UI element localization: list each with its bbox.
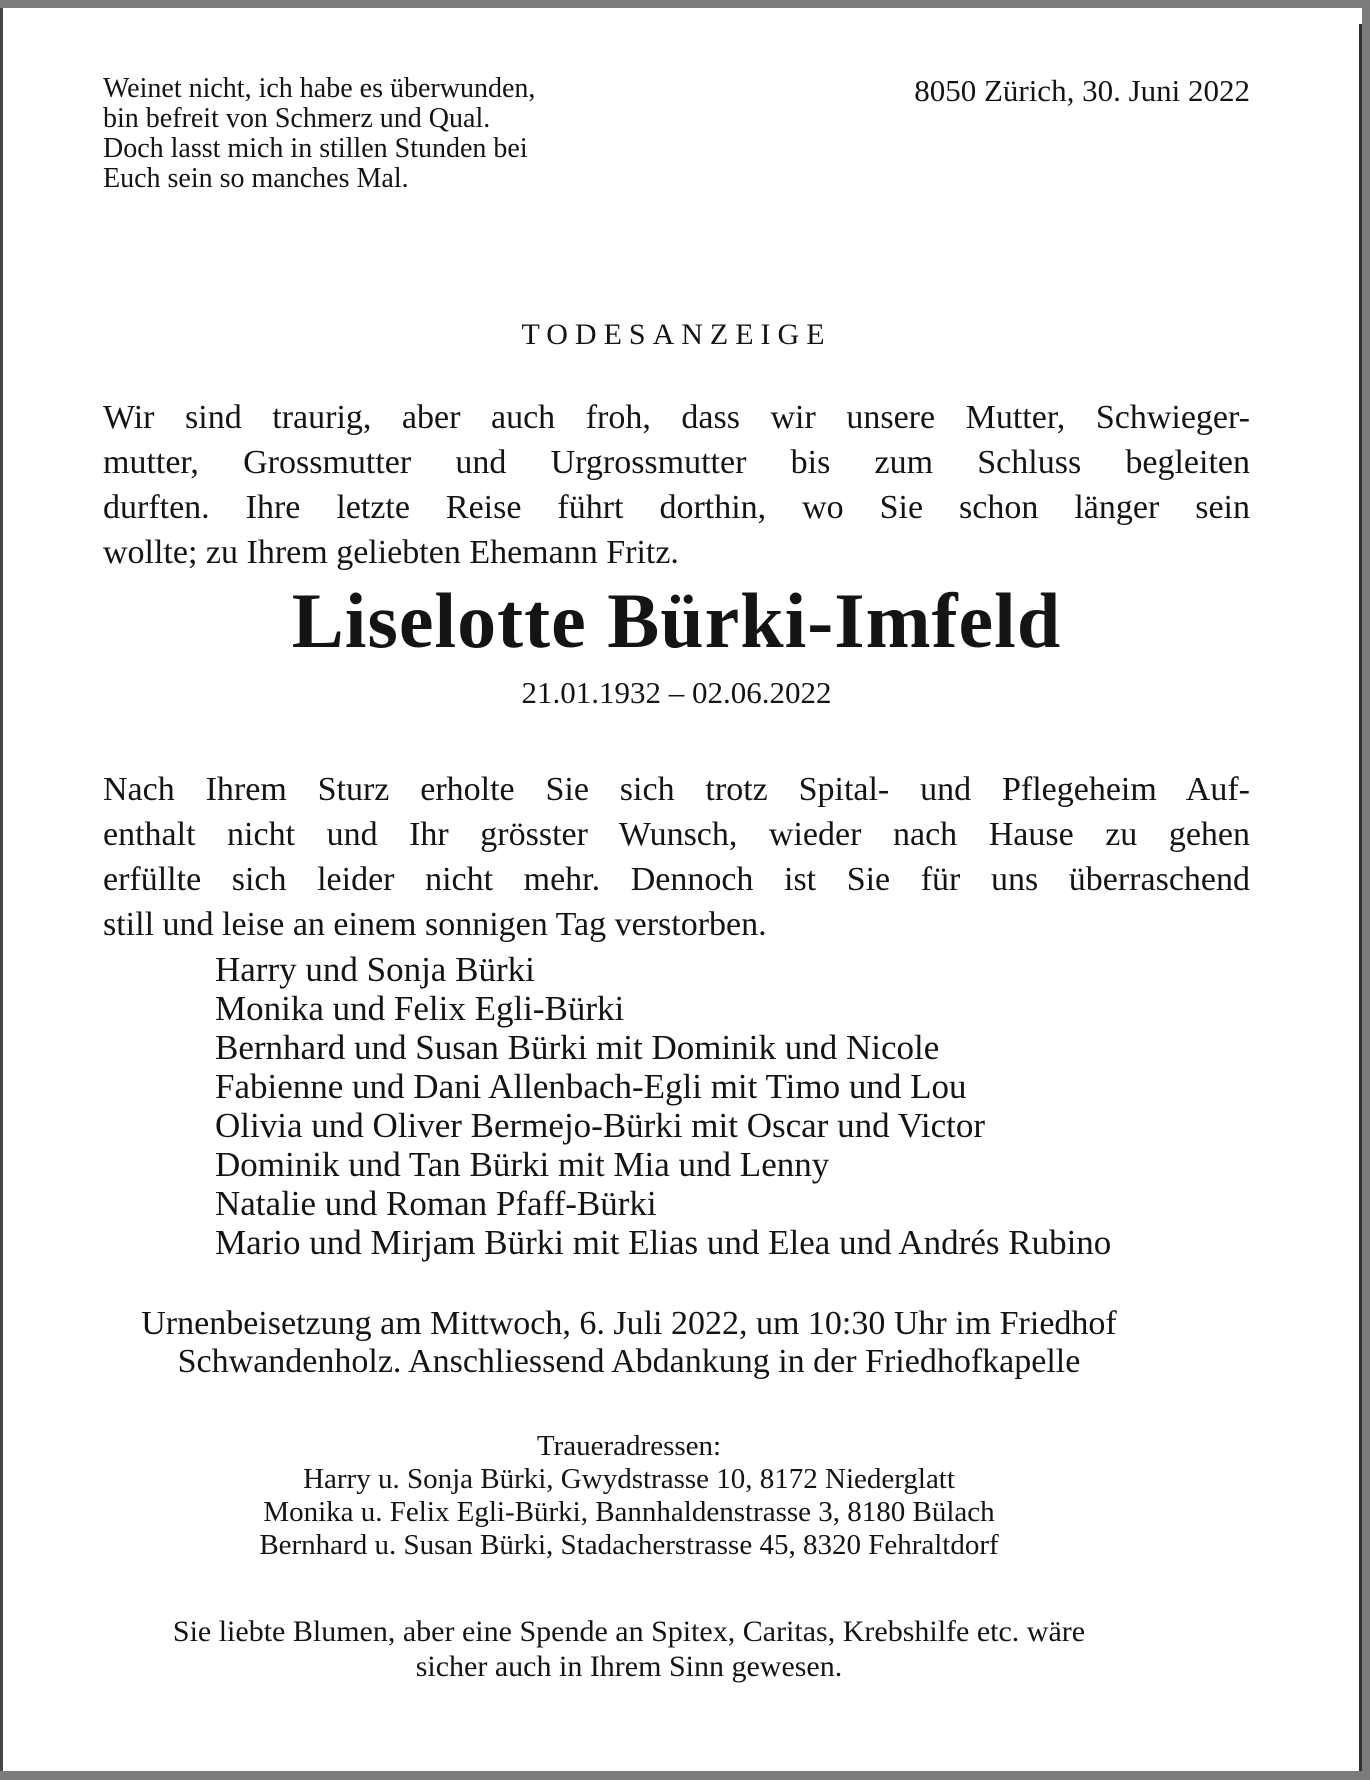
intro-line: wollte; zu Ihrem geliebten Ehemann Fritz. [103,534,679,571]
verse-line: bin befreit von Schmerz und Qual. [103,103,491,134]
family-member-line: Monika und Felix Egli-Bürki [215,989,625,1028]
address-line: Harry u. Sonja Bürki, Gwydstrasse 10, 8172 Niederglatt [303,1463,955,1495]
family-member-line: Olivia und Oliver Bermejo-Bürki mit Oscar und Victor [215,1106,986,1145]
address-line: Monika u. Felix Egli-Bürki, Bannhaldenstrasse 3, 8180 Bülach [263,1496,995,1528]
family-list [103,950,1250,1262]
intro-line: mutter, Grossmutter und Urgrossmutter bis zum Schluss begleiten [103,444,1250,481]
intro-paragraph [103,395,1250,575]
scan-frame-left [0,8,3,1771]
scan-frame-right [1362,8,1370,1771]
funeral-line: Urnenbeisetzung am Mittwoch, 6. Juli 2022, um 10:30 Uhr im Friedhof [141,1305,1117,1342]
address-line: Bernhard u. Susan Bürki, Stadacherstrasse 45, 8320 Fehraltdorf [259,1529,999,1561]
family-member-line: Fabienne und Dani Allenbach-Egli mit Timo und Lou [215,1067,967,1106]
place-and-date: 8050 Zürich, 30. Juni 2022 [914,73,1250,108]
family-member-line: Natalie und Roman Pfaff-Bürki [215,1184,657,1223]
scan-frame-top [0,0,1370,8]
obituary-paragraph [103,767,1250,947]
verse-line: Euch sein so manches Mal. [103,163,409,194]
donation-note [103,1614,1250,1684]
scan-frame-right-line [1359,24,1362,1771]
life-dates: 21.01.1932 – 02.06.2022 [521,675,832,710]
verse-line: Weinet nicht, ich habe es überwunden, [103,73,536,104]
deceased-name: Liselotte Bürki-Imfeld [291,577,1062,664]
intro-line: durften. Ihre letzte Reise führt dorthin, wo Sie schon länger sein [103,489,1250,526]
memorial-verse [103,74,535,194]
obituary-line: still und leise an einem sonnigen Tag verstorben. [103,906,767,943]
family-member-line: Bernhard und Susan Bürki mit Dominik und Nicole [215,1028,940,1067]
funeral-line: Schwandenholz. Anschliessend Abdankung in der Friedhofkapelle [177,1343,1081,1380]
addresses-title: Traueradressen: [536,1430,722,1462]
obituary-line: erfüllte sich leider nicht mehr. Dennoch ist Sie für uns überraschend [103,861,1250,898]
obituary-line: Nach Ihrem Sturz erholte Sie sich trotz Spital- und Pflegeheim Auf- [103,771,1250,808]
verse-line: Doch lasst mich in stillen Stunden bei [103,133,528,164]
family-member-line: Mario und Mirjam Bürki mit Elias und Elea und Andrés Rubino [215,1223,1112,1262]
donation-line: sicher auch in Ihrem Sinn gewesen. [415,1650,843,1683]
funeral-announcement [103,1305,1250,1381]
donation-line: Sie liebte Blumen, aber eine Spende an Spitex, Caritas, Krebshilfe etc. wäre [172,1615,1086,1648]
obituary-line: enthalt nicht und Ihr grösster Wunsch, wieder nach Hause zu gehen [103,816,1250,853]
family-member-line: Dominik und Tan Bürki mit Mia und Lenny [215,1145,830,1184]
scan-frame-bottom [0,1771,1370,1780]
family-member-line: Harry und Sonja Bürki [215,950,535,989]
mourning-addresses [103,1430,1250,1562]
intro-line: Wir sind traurig, aber auch froh, dass wir unsere Mutter, Schwieger- [103,399,1250,436]
notice-title: TODESANZEIGE [521,318,832,351]
header-row [103,74,1250,194]
